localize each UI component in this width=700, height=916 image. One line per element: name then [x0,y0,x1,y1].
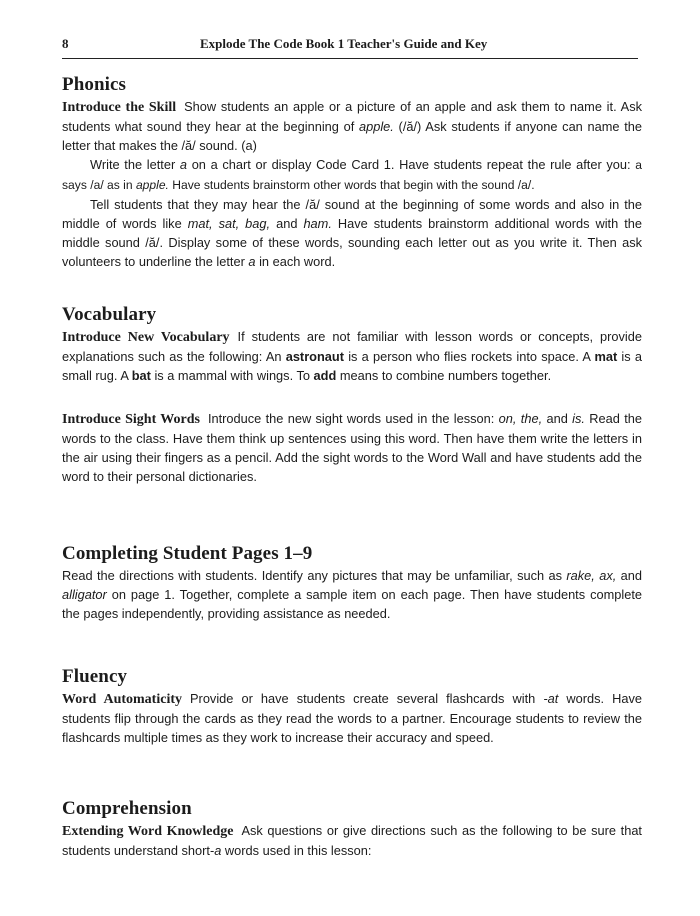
new-vocabulary-lead: Introduce New Vocabulary [62,330,230,345]
phonics-section [62,73,642,271]
completing-paragraph: Read the directions with students. Identify any pictures that may be unfamiliar, such as rake, ax, and alligator on page 1. Together, complete a sample item on each page. Then have students complete the pages independently, providing assistance as needed. [62,568,643,621]
comprehension-paragraph: Extending Word Knowledge Ask questions or give directions such as the following to be sure that students understand short-a words used in this lesson: [62,823,642,858]
running-title: Explode The Code Book 1 Teacher's Guide and Key [200,36,488,51]
phonics-heading: Phonics [62,74,127,95]
vocabulary-paragraph-1: Introduce New Vocabulary If students are not familiar with lesson words or concepts, provide explanations such as the following: An astronaut is a person who flies rockets into space. A mat is a small rug. A bat is a mammal with wings. To add means to combine numbers together. [62,329,642,383]
phonics-paragraph-2: Write the letter a on a chart or display Code Card 1. Have students repeat the rule after you: a says /a/ as in apple. Have students brainstorm other words that begin with the sound /a/. [62,157,643,192]
introduce-skill-lead: Introduce the Skill [62,100,177,115]
completing-section [62,542,642,623]
phonics-paragraph-1: Introduce the Skill Show students an apple or a picture of an apple and ask them to name it. Ask students what sound they hear at the beginning of apple. (/ă/) Ask students if anyone can name the letter that makes the /ă/ sound. (a) [62,99,643,153]
vocabulary-paragraph-2: Introduce Sight Words Introduce the new sight words used in the lesson: on, the, and is. Read the words to the class. Have them think up sentences using this word. Then have them write the letters in the air using their fingers as a pencil. Add the sight words to the Word Wall and have students add the word to their personal dictionaries. [62,411,642,484]
vocabulary-heading: Vocabulary [62,304,157,325]
extending-word-knowledge-lead: Extending Word Knowledge [62,824,234,839]
comprehension-section [62,797,642,860]
fluency-heading: Fluency [62,666,128,687]
page-number: 8 [62,36,69,51]
comprehension-heading: Comprehension [62,798,192,819]
phonics-paragraph-3: Tell students that they may hear the /ă/ sound at the beginning of some words and also in the middle of words like mat, sat, bag, and ham. Have students brainstorm additional words with the middle sound /ă/. Display some of these words, sounding each letter out as you write it. Then ask volunteers to underline the letter a in each word. [62,197,642,269]
running-header [62,36,638,59]
sight-words-lead: Introduce Sight Words [62,412,200,427]
fluency-paragraph: Word Automaticity Provide or have students create several flashcards with -at words. Have students flip through the cards as they read the words to a partner. Encourage students to review the flashcards multiple times as they work to increase their accuracy and speed. [62,691,642,745]
completing-heading: Completing Student Pages 1–9 [62,543,313,564]
word-automaticity-lead: Word Automaticity [62,692,183,707]
vocabulary-section [62,303,642,486]
fluency-section [62,665,642,747]
